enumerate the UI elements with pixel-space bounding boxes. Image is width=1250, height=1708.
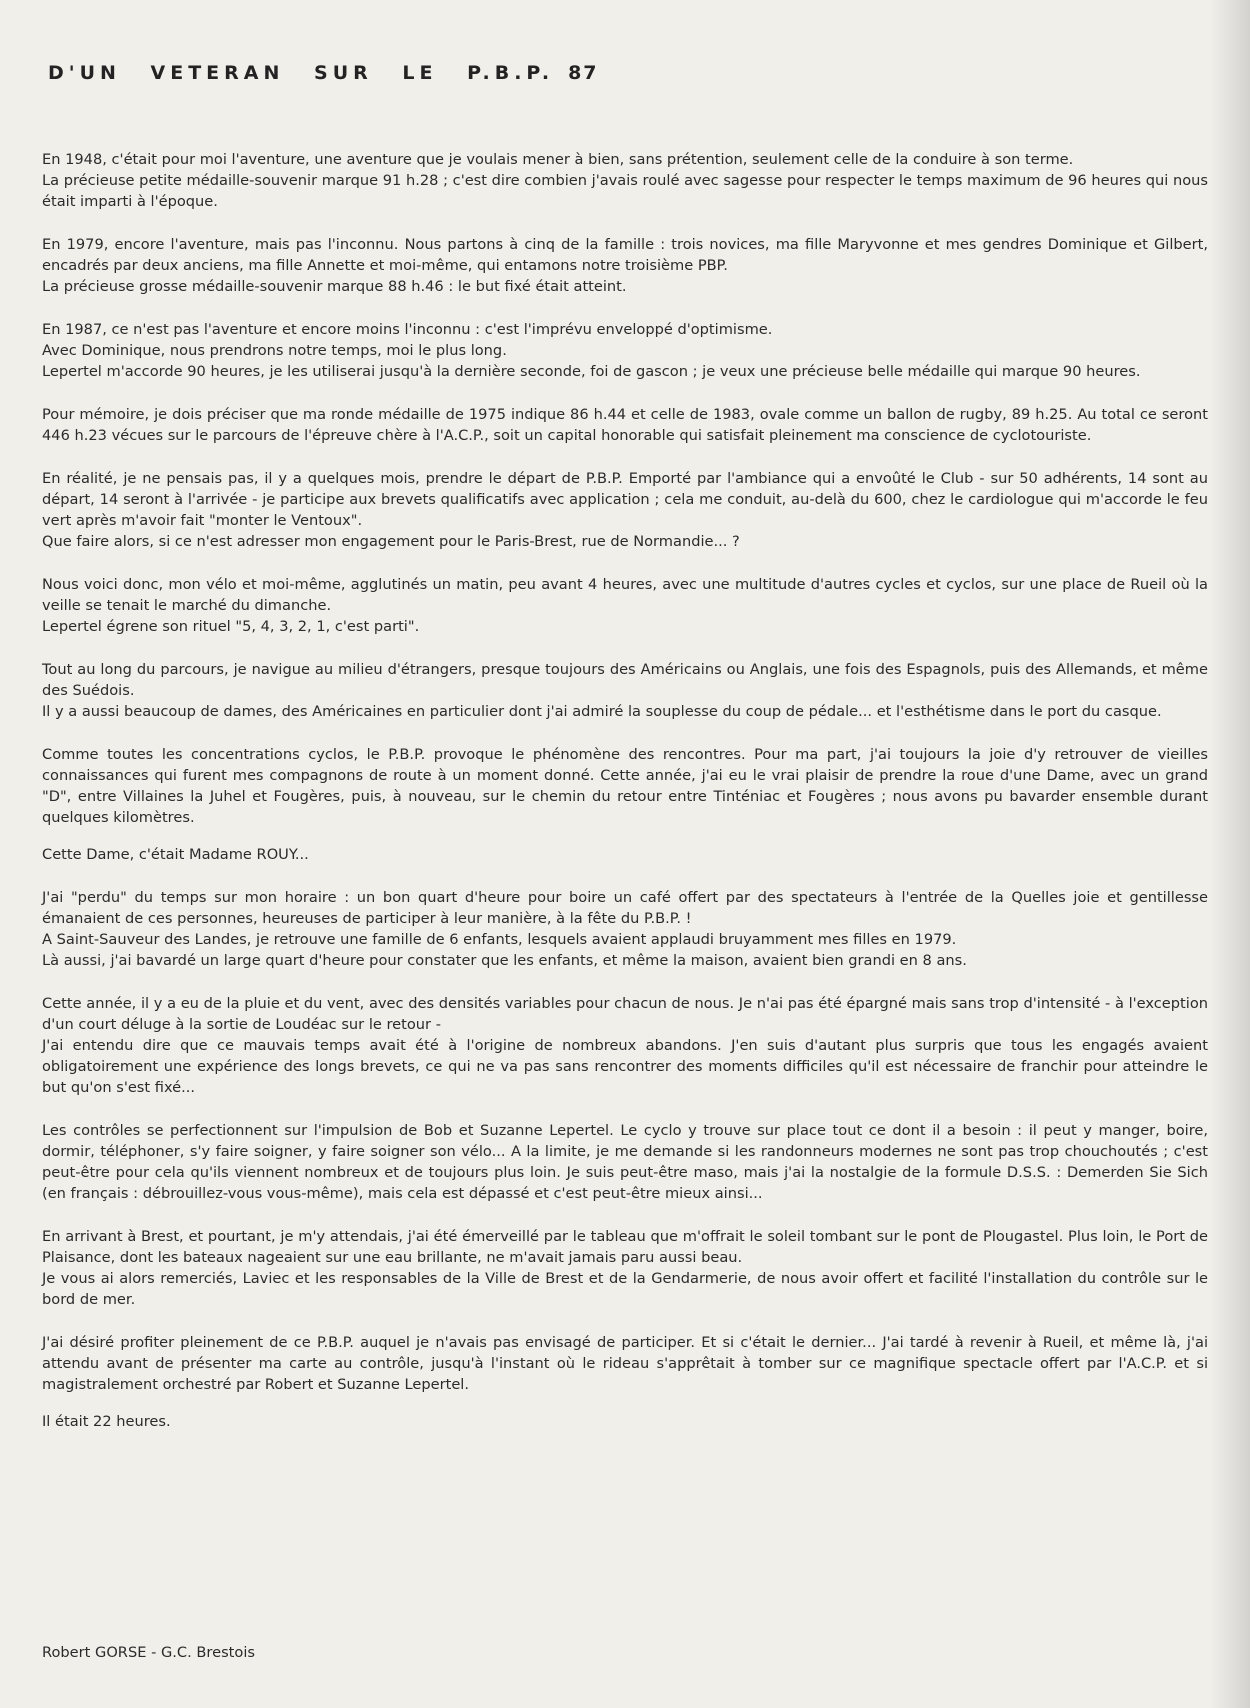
text-line: Cette Dame, c'était Madame ROUY... bbox=[42, 846, 309, 863]
article-body bbox=[42, 149, 1208, 1454]
text-line: A Saint-Sauveur des Landes, je retrouve une famille de 6 enfants, lesquels avaient applaudi bruyamment mes filles en 1979. bbox=[42, 931, 957, 948]
paragraph bbox=[42, 468, 1208, 552]
text-line: La précieuse petite médaille-souvenir marque 91 h.28 ; c'est dire combien j'avais roulé avec sagesse pour respecter le temps maximum de 96 heures qui nous était imparti à l'époque. bbox=[42, 172, 1208, 210]
text-line: Il y a aussi beaucoup de dames, des Américaines en particulier dont j'ai admiré la souplesse du coup de pédale... et l'esthétisme dans le port du casque. bbox=[42, 703, 1162, 720]
text-line: Là aussi, j'ai bavardé un large quart d'heure pour constater que les enfants, et même la maison, avaient bien grandi en 8 ans. bbox=[42, 952, 967, 969]
page-title bbox=[48, 62, 599, 84]
paragraph bbox=[42, 993, 1208, 1098]
paragraph bbox=[42, 149, 1208, 212]
text-line: En 1948, c'était pour moi l'aventure, une aventure que je voulais mener à bien, sans prétention, seulement celle de la conduire à son terme. bbox=[42, 151, 1074, 168]
text-line: Que faire alors, si ce n'est adresser mon engagement pour le Paris-Brest, rue de Normandie... ? bbox=[42, 533, 740, 550]
text-line: Nous voici donc, mon vélo et moi-même, agglutinés un matin, peu avant 4 heures, avec une multitude d'autres cycles et cyclos, sur une place de Rueil où la veille se tenait le marché du dimanche. bbox=[42, 576, 1208, 614]
text-line: J'ai "perdu" du temps sur mon horaire : un bon quart d'heure pour boire un café offert par des spectateurs à l'entrée de la Quelles joie et gentillesse émanaient de ces personnes, heureuses de participer à leur manière, à la fête du P.B.P. ! bbox=[42, 889, 1208, 927]
text-line: Il était 22 heures. bbox=[42, 1413, 171, 1430]
text-line: Je vous ai alors remerciés, Laviec et les responsables de la Ville de Brest et de la Gendarmerie, de nous avoir offert et facilité l'installation du contrôle sur le bord de mer. bbox=[42, 1270, 1208, 1308]
text-line: En 1987, ce n'est pas l'aventure et encore moins l'inconnu : c'est l'imprévu enveloppé d'optimisme. bbox=[42, 321, 773, 338]
paragraph bbox=[42, 404, 1208, 446]
paragraph bbox=[42, 319, 1208, 382]
page-edge-shadow bbox=[1210, 0, 1250, 1708]
paragraph bbox=[42, 1411, 1208, 1432]
paragraph bbox=[42, 659, 1208, 722]
text-line: Tout au long du parcours, je navigue au milieu d'étrangers, presque toujours des Américains ou Anglais, une fois des Espagnols, puis des Allemands, et même des Suédois. bbox=[42, 661, 1208, 699]
text-line: Cette année, il y a eu de la pluie et du vent, avec des densités variables pour chacun de nous. Je n'ai pas été épargné mais sans trop d'intensité - à l'exception d'un court déluge à la sortie de Loudéac sur le retour - bbox=[42, 995, 1208, 1033]
text-line: Pour mémoire, je dois préciser que ma ronde médaille de 1975 indique 86 h.44 et celle de 1983, ovale comme un ballon de rugby, 89 h.25. Au total ce seront 446 h.23 vécues sur le parcours de l'épreuve chère à l'A.C.P., soit un capital honorable qui satisfait pleinement ma conscience de cyclotouriste. bbox=[42, 406, 1208, 444]
paragraph bbox=[42, 234, 1208, 297]
author-signature: Robert GORSE - G.C. Brestois bbox=[42, 1644, 255, 1661]
text-line: Avec Dominique, nous prendrons notre temps, moi le plus long. bbox=[42, 342, 507, 359]
text-line: J'ai entendu dire que ce mauvais temps avait été à l'origine de nombreux abandons. J'en suis d'autant plus surpris que tous les engagés avaient obligatoirement une expérience des longs brevets, ce qui ne va pas sans rencontrer des moments difficiles qu'il est nécessaire de franchir pour atteindre le but qu'on s'est fixé... bbox=[42, 1037, 1208, 1096]
text-line: Comme toutes les concentrations cyclos, le P.B.P. provoque le phénomène des rencontres. Pour ma part, j'ai toujours la joie d'y retrouver de vieilles connaissances qui furent mes compagnons de route à un moment donné. Cette année, j'ai eu le vrai plaisir de prendre la roue d'une Dame, avec un grand "D", entre Villaines la Juhel et Fougères, puis, à nouveau, sur le chemin du retour entre Tinténiac et Fougères ; nous avons pu bavarder ensemble durant quelques kilomètres. bbox=[42, 746, 1208, 826]
paragraph bbox=[42, 1226, 1208, 1310]
paragraph bbox=[42, 574, 1208, 637]
paragraph bbox=[42, 1332, 1208, 1395]
text-line: En réalité, je ne pensais pas, il y a quelques mois, prendre le départ de P.B.P. Emporté par l'ambiance qui a envoûté le Club - sur 50 adhérents, 14 sont au départ, 14 seront à l'arrivée - je participe aux brevets qualificatifs avec application ; cela me conduit, au-delà du 600, chez le cardiologue qui m'accorde le feu vert après m'avoir fait "monter le Ventoux". bbox=[42, 470, 1208, 529]
paragraph bbox=[42, 744, 1208, 828]
text-line: Lepertel égrene son rituel "5, 4, 3, 2, 1, c'est parti". bbox=[42, 618, 420, 635]
text-line: En arrivant à Brest, et pourtant, je m'y attendais, j'ai été émerveillé par le tableau que m'offrait le soleil tombant sur le pont de Plougastel. Plus loin, le Port de Plaisance, dont les bateaux nageaient sur une eau brillante, ne m'avait jamais paru aussi beau. bbox=[42, 1228, 1208, 1266]
paragraph bbox=[42, 844, 1208, 865]
text-line: J'ai désiré profiter pleinement de ce P.B.P. auquel je n'avais pas envisagé de participer. Et si c'était le dernier... J'ai tardé à revenir à Rueil, et même là, j'ai attendu avant de présenter ma carte au contrôle, jusqu'à l'instant où le rideau s'apprêtait à tomber sur ce magnifique spectacle offert par l'A.C.P. et si magistralement orchestré par Robert et Suzanne Lepertel. bbox=[42, 1334, 1208, 1393]
text-line: En 1979, encore l'aventure, mais pas l'inconnu. Nous partons à cinq de la famille : trois novices, ma fille Maryvonne et mes gendres Dominique et Gilbert, encadrés par deux anciens, ma fille Annette et moi-même, qui entamons notre troisième PBP. bbox=[42, 236, 1208, 274]
page-number: 87 bbox=[568, 62, 599, 84]
text-line: Lepertel m'accorde 90 heures, je les utiliserai jusqu'à la dernière seconde, foi de gascon ; je veux une précieuse belle médaille qui marque 90 heures. bbox=[42, 363, 1141, 380]
title-text: D'UN VETERAN SUR LE P.B.P. bbox=[48, 62, 555, 84]
paragraph bbox=[42, 887, 1208, 971]
text-line: Les contrôles se perfectionnent sur l'impulsion de Bob et Suzanne Lepertel. Le cyclo y trouve sur place tout ce dont il a besoin : il peut y manger, boire, dormir, téléphoner, s'y faire soigner, y faire soigner son vélo... A la limite, je me demande si les randonneurs modernes ne sont pas trop chouchoutés ; c'est peut-être pour cela qu'ils viennent nombreux et de toujours plus loin. Je suis peut-être maso, mais j'ai la nostalgie de la formule D.S.S. : Demerden Sie Sich (en français : débrouillez-vous vous-même), mais cela est dépassé et c'est peut-être mieux ainsi... bbox=[42, 1122, 1208, 1202]
paragraph bbox=[42, 1120, 1208, 1204]
text-line: La précieuse grosse médaille-souvenir marque 88 h.46 : le but fixé était atteint. bbox=[42, 278, 627, 295]
